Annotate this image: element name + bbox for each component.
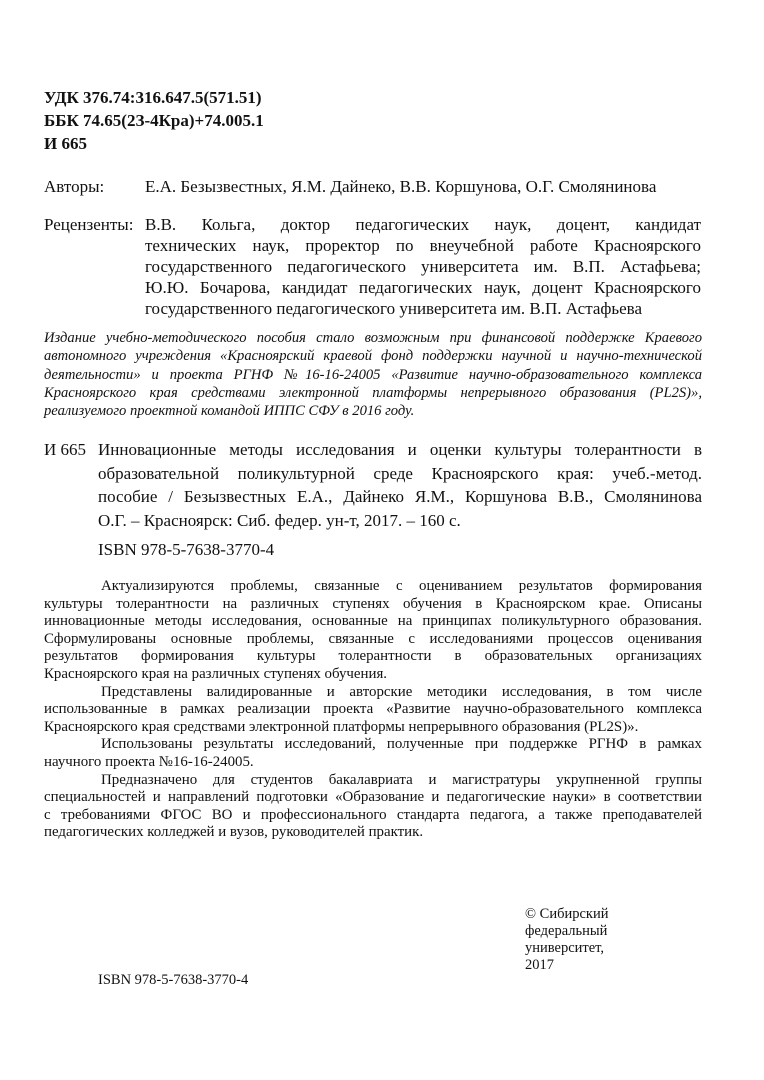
bibliographic-text (98, 438, 702, 532)
copyright-notice (525, 906, 608, 974)
copyright-line: © Сибирский (525, 906, 609, 922)
abstract-line: Предназначено для студентов бакалавриата и магистратуры укрупненной группы (101, 771, 702, 788)
reviewers-line: технических наук, проректор по внеучебной работе Красноярского (145, 236, 701, 255)
abstract-line: результатов формирования культуры толерантности в образовательных организациях (44, 648, 702, 665)
reviewers-line: Ю.Ю. Бочарова, кандидат педагогических наук, доцент Красноярского (145, 278, 701, 297)
abstract-line: Красноярского края средствами электронной платформы непрерывного образования (PL2S)». (44, 718, 639, 735)
abstract-line: Красноярского края на различных ступенях обучения. (44, 665, 388, 682)
bibliographic-line: О.Г. – Красноярск: Сиб. федер. ун-т, 2017. – 160 с. (98, 510, 461, 530)
abstract-paragraph (44, 772, 702, 842)
reviewers-line: государственного педагогического университета им. В.П. Астафьева (145, 299, 643, 318)
abstract-line: Актуализируются проблемы, связанные с оцениванием результатов формирования (101, 578, 702, 594)
authors-label: Авторы: (44, 177, 105, 196)
funding-note (44, 329, 702, 420)
abstract-line: Представлены валидированные и авторские методики исследования, в том числе (101, 683, 702, 700)
funding-line: деятельности» и проекта РГНФ №16-16-24005 «Развитие научно-образовательного комплекса (44, 366, 702, 383)
funding-line: автономного учреждения «Красноярский краевой фонд поддержки научной и научно-технической (44, 348, 702, 365)
abstract-line: с требованиями ФГОС ВО и профессионального стандарта педагога, а также преподавателей (44, 806, 702, 823)
funding-line: Красноярского края средствами электронной платформы непрерывного образования (PL2S)», (44, 384, 702, 401)
authors-value: Е.А. Безызвестных, Я.М. Дайнеко, В.В. Коршунова, О.Г. Смолянинова (145, 177, 657, 196)
udk-code: УДК 376.74:316.647.5(571.51) (44, 88, 262, 107)
reviewers-text (145, 214, 701, 319)
funding-line: Издание учебно-методического пособия стало возможным при финансовой поддержке Краевого (44, 330, 702, 346)
bibliographic-line: Инновационные методы исследования и оценки культуры толерантности в (98, 440, 702, 459)
copyright-line: университет, (525, 940, 605, 956)
funding-line: реализуемого проектной командой ИППС СФУ в 2016 году. (44, 403, 415, 420)
abstract-line: научного проекта №16-16-24005. (44, 753, 254, 770)
abstract-line: педагогических колледжей и вузов, руководителей практик. (44, 824, 424, 841)
bbk-code: ББК 74.65(2З-4Кра)+74.005.1 (44, 111, 264, 130)
copyright-line: федеральный (525, 923, 608, 939)
abstract-line: специальностей и направлений подготовки «Образование и педагогические науки» в соответствии (44, 789, 702, 806)
abstract (44, 578, 702, 842)
copyright-line: 2017 (525, 957, 554, 973)
author-index: И 665 (44, 134, 87, 153)
abstract-paragraph (44, 684, 702, 737)
bibliographic-line: образовательной поликультурной среде Красноярского края: учеб.-метод. (98, 463, 702, 483)
abstract-line: Использованы результаты исследований, полученные при поддержке РГНФ в рамках (101, 736, 702, 753)
abstract-line: инновационные методы исследования, основанные на принципах поликультурного образования. (44, 613, 702, 630)
reviewers-line: государственного педагогического университета им. В.П. Астафьева; (145, 257, 701, 276)
abstract-line: культуры толерантности на различных ступенях обучения в Красноярском крае. Описаны (44, 595, 702, 612)
abstract-line: использованные в рамках реализации проекта «Развитие научно-образовательного комплекса (44, 701, 702, 718)
isbn: ISBN 978-5-7638-3770-4 (98, 540, 275, 559)
abstract-paragraph (44, 736, 702, 771)
abstract-line: Сформулированы основные проблемы, связанные с исследованиями процессов оценивания (44, 630, 702, 647)
abstract-paragraph (44, 578, 702, 684)
bibliographic-index: И 665 (44, 440, 87, 459)
bibliographic-line: пособие / Безызвестных Е.А., Дайнеко Я.М., Коршунова В.В., Смолянинова (98, 487, 702, 506)
reviewers-line: В.В. Кольга, доктор педагогических наук, доцент, кандидат (145, 215, 701, 234)
footer-isbn: ISBN 978-5-7638-3770-4 (98, 972, 249, 988)
reviewers-label: Рецензенты: (44, 215, 134, 234)
classification-block (44, 86, 264, 155)
